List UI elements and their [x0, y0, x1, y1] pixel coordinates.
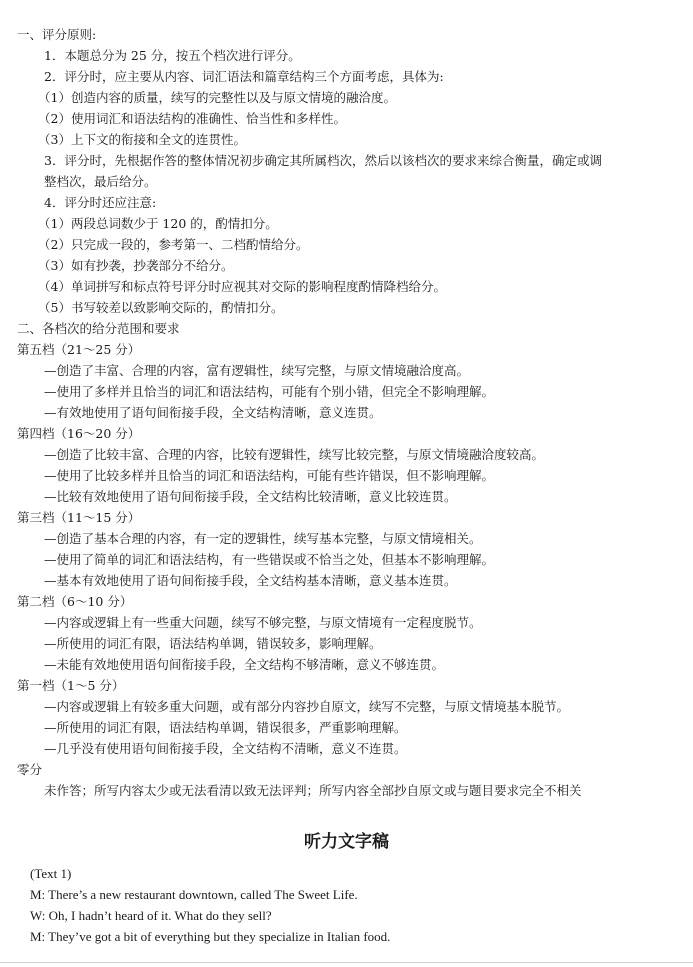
transcript-line: W: Oh, I hadn’t heard of it. What do they sell?	[30, 908, 272, 923]
grade-2-item: —未能有效地使用语句间衔接手段，全文结构不够清晰，意义不够连贯。	[44, 657, 445, 672]
principle-4-4: （4）单词拼写和标点符号评分时应视其对交际的影响程度酌情降档给分。	[38, 279, 446, 294]
grade-1-heading: 第一档（1～5 分）	[17, 678, 125, 693]
transcript-line: M: They’ve got a bit of everything but they specialize in Italian food.	[30, 929, 391, 944]
section-2-heading: 二、各档次的给分范围和要求	[17, 321, 180, 336]
grade-5-item: —创造了丰富、合理的内容，富有逻辑性，续写完整，与原文情境融洽度高。	[44, 363, 470, 378]
principle-4-3: （3）如有抄袭，抄袭部分不给分。	[38, 258, 234, 273]
section-1-heading: 一、评分原则:	[17, 27, 97, 42]
grade-0-text: 未作答；所写内容太少或无法看清以致无法评判；所写内容全部抄自原文或与题目要求完全不相关	[44, 783, 582, 798]
grade-1-item: —几乎没有使用语句间衔接手段，全文结构不清晰，意义不连贯。	[44, 741, 407, 756]
grade-5-item: —使用了多样并且恰当的词汇和语法结构，可能有个别小错，但完全不影响理解。	[44, 384, 495, 399]
grade-3-item: —创造了基本合理的内容，有一定的逻辑性，续写基本完整，与原文情境相关。	[44, 531, 482, 546]
transcript-line: M: There’s a new restaurant downtown, called The Sweet Life.	[30, 887, 358, 902]
grade-3-heading: 第三档（11～15 分）	[17, 510, 141, 525]
principle-4-5: （5）书写较差以致影响交际的，酌情扣分。	[38, 300, 284, 315]
grade-4-item: —比较有效地使用了语句间衔接手段，全文结构比较清晰，意义比较连贯。	[44, 489, 457, 504]
transcript-text-label: (Text 1)	[30, 866, 72, 881]
principle-2-1: （1）创造内容的质量，续写的完整性以及与原文情境的融洽度。	[38, 90, 396, 105]
principle-2-2: （2）使用词汇和语法结构的准确性、恰当性和多样性。	[38, 111, 346, 126]
grade-4-item: —使用了比较多样并且恰当的词汇和语法结构，可能有些许错误，但不影响理解。	[44, 468, 495, 483]
principle-3-cont: 整档次，最后给分。	[44, 174, 157, 189]
principle-3: 3．评分时，先根据作答的整体情况初步确定其所属档次，然后以该档次的要求来综合衡量，确定或调	[44, 153, 602, 168]
grade-5-item: —有效地使用了语句间衔接手段，全文结构清晰，意义连贯。	[44, 405, 382, 420]
grade-1-item: —内容或逻辑上有较多重大问题，或有部分内容抄自原文，续写不完整，与原文情境基本脱节。	[44, 699, 570, 714]
principle-2-3: （3）上下文的衔接和全文的连贯性。	[38, 132, 246, 147]
grade-2-heading: 第二档（6～10 分）	[17, 594, 133, 609]
grade-5-heading: 第五档（21～25 分）	[17, 342, 141, 357]
grade-1-item: —所使用的词汇有限，语法结构单调，错误很多，严重影响理解。	[44, 720, 407, 735]
principle-4-1: （1）两段总词数少于 120 的，酌情扣分。	[38, 216, 278, 231]
grade-3-item: —基本有效地使用了语句间衔接手段，全文结构基本清晰，意义基本连贯。	[44, 573, 457, 588]
principle-4-2: （2）只完成一段的，参考第一、二档酌情给分。	[38, 237, 309, 252]
grade-2-item: —内容或逻辑上有一些重大问题，续写不够完整，与原文情境有一定程度脱节。	[44, 615, 482, 630]
grade-0-heading: 零分	[17, 762, 43, 777]
principle-1: 1．本题总分为 25 分，按五个档次进行评分。	[44, 48, 301, 63]
page-bottom-divider	[0, 962, 693, 963]
grade-2-item: —所使用的词汇有限，语法结构单调，错误较多，影响理解。	[44, 636, 382, 651]
transcript-title: 听力文字稿	[304, 832, 389, 852]
principle-4: 4．评分时还应注意:	[44, 195, 157, 210]
principle-2: 2．评分时，应主要从内容、词汇语法和篇章结构三个方面考虑，具体为:	[44, 69, 444, 84]
grade-4-heading: 第四档（16～20 分）	[17, 426, 141, 441]
grade-4-item: —创造了比较丰富、合理的内容，比较有逻辑性，续写比较完整，与原文情境融洽度较高。	[44, 447, 545, 462]
grade-3-item: —使用了简单的词汇和语法结构，有一些错误或不恰当之处，但基本不影响理解。	[44, 552, 495, 567]
